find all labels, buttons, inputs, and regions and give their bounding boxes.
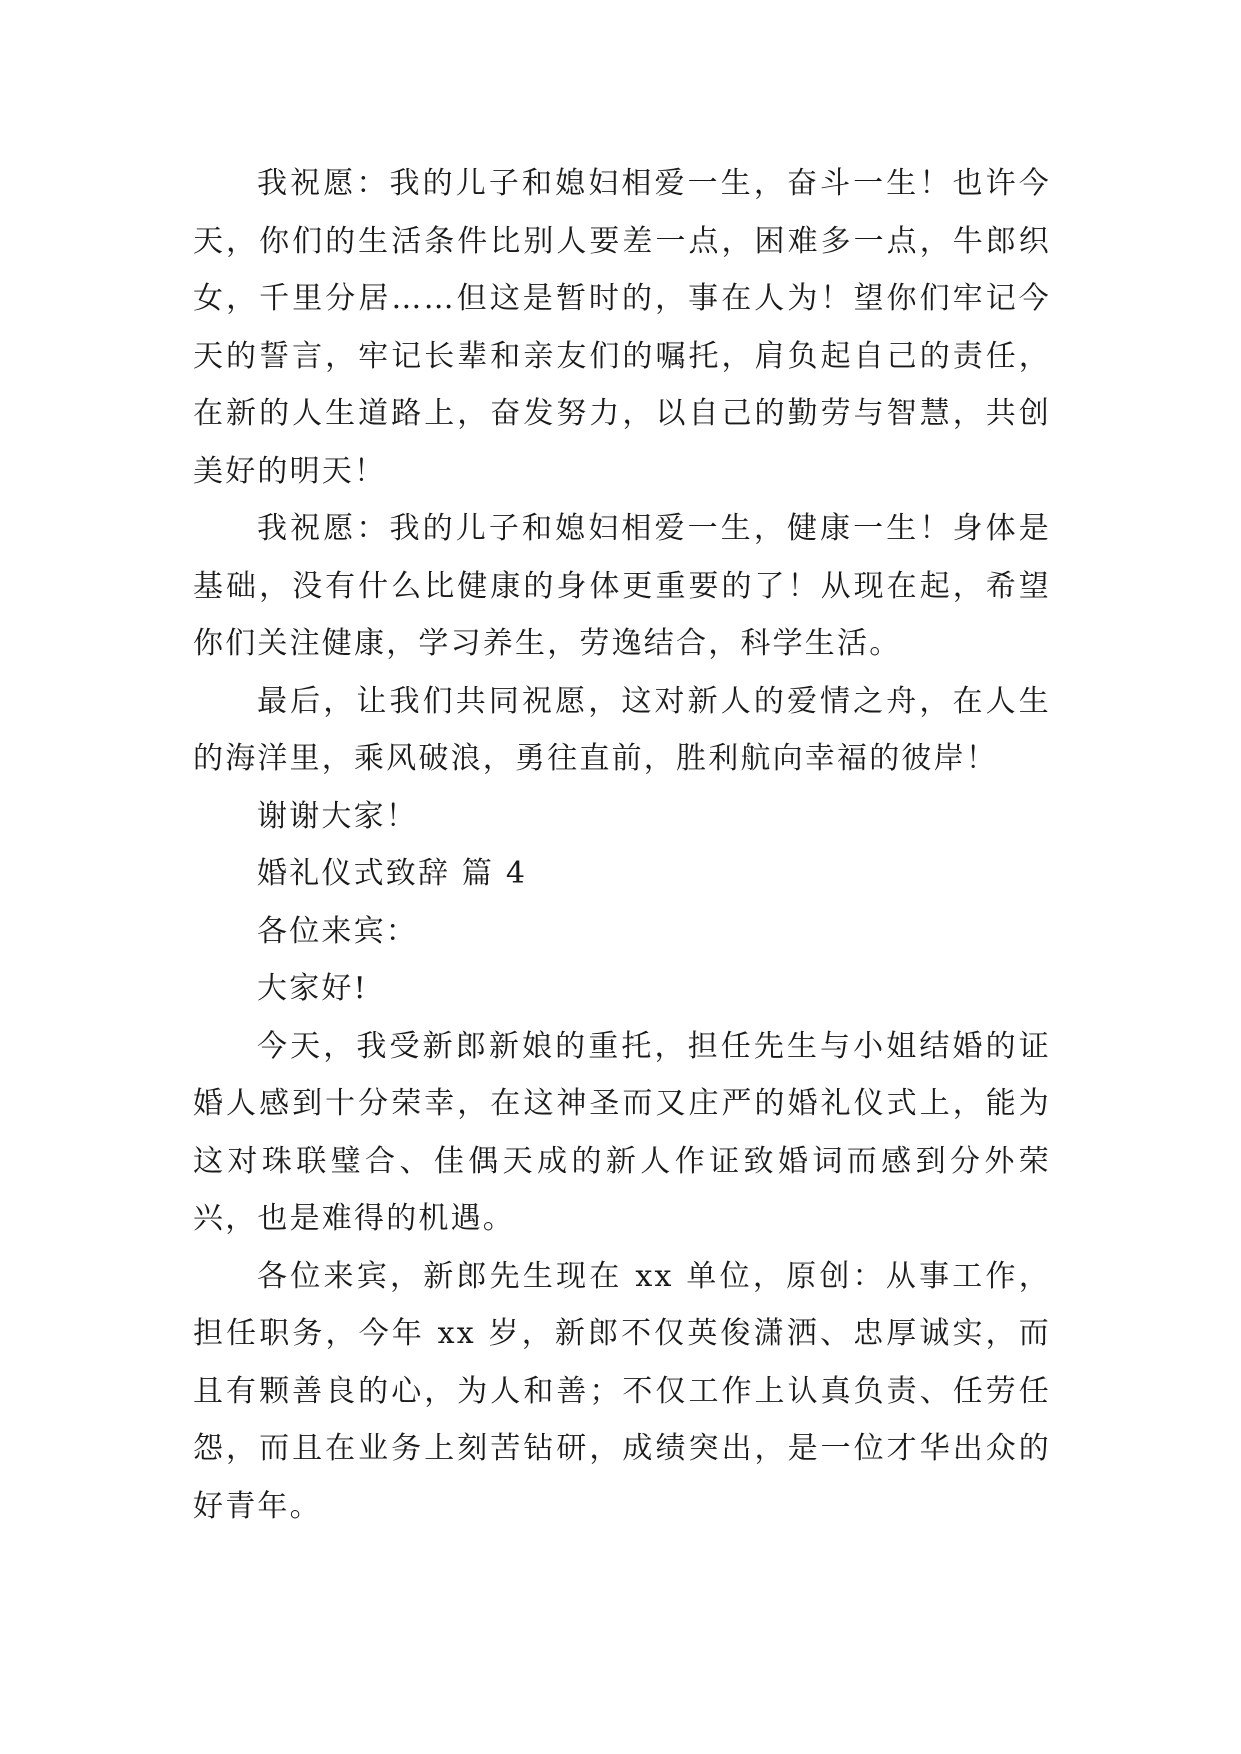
paragraph-groom-intro: 各位来宾，新郎先生现在 xx 单位，原创：从事工作，担任职务，今年 xx 岁，新郎不仅英俊潇洒、忠厚诚实，而且有颗善良的心，为人和善；不仅工作上认真负责、任劳任怨，而且在业务上刻苦钻研，成绩突出，是一位才华出众的好青年。 [193,1258,1051,1524]
paragraph-officiant-intro: 今天，我受新郎新娘的重托，担任先生与小姐结婚的证婚人感到十分荣幸，在这神圣而又庄严的婚礼仪式上，能为这对珠联璧合、佳偶天成的新人作证致婚词而感到分外荣兴，也是难得的机遇。 [193,1028,1051,1236]
paragraph-thanks: 谢谢大家！ [257,798,418,834]
paragraph-greeting: 大家好! [257,971,368,1006]
document-body [193,155,1051,1535]
paragraph-final-wish: 最后，让我们共同祝愿，这对新人的爱情之舟，在人生的海洋里，乘风破浪，勇往直前，胜利航向幸福的彼岸！ [193,683,1051,776]
section-heading: 婚礼仪式致辞 篇 4 [257,856,528,891]
paragraph-wish-health: 我祝愿：我的儿子和媳妇相爱一生，健康一生！身体是基础，没有什么比健康的身体更重要的了！从现在起，希望你们关注健康，学习养生，劳逸结合，科学生活。 [193,511,1051,661]
paragraph-wish-struggle: 我祝愿：我的儿子和媳妇相爱一生，奋斗一生！也许今天，你们的生活条件比别人要差一点，困难多一点，牛郎织女，千里分居……但这是暂时的，事在人为！望你们牢记今天的誓言，牢记长辈和亲友们的嘱托，肩负起自己的责任，在新的人生道路上，奋发努力，以自己的勤劳与智慧，共创美好的明天！ [193,166,1051,489]
paragraph-salutation: 各位来宾： [257,913,418,949]
